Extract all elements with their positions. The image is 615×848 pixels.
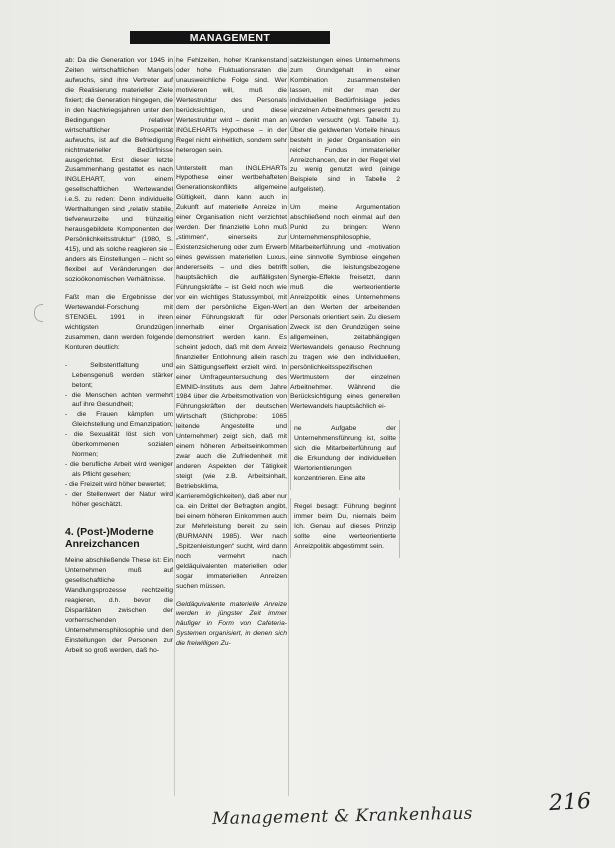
list-item: - die Sexualität löst sich von überkommenen sozialen Normen;: [65, 430, 173, 460]
value-change-list: [65, 361, 173, 510]
paragraph: Um meine Argumentation abschließend noch einmal auf den Punkt zu bringen: Wenn Unternehmensphilosophie, Mitarbeiterführung und -motivation eine sinnvolle Symbiose eingehen sollen, die leistungsbezogene Synergie-Effekte freisetzt, dann muß die werteorientierte Anreizpolitik eines Unternehmens an den Werten der arbeitenden Personals orientiert sein. Zu diesem Zweck ist den Grundzügen seine allgemeinen, zeitabhängigen Wertewandels genauso Rechnung zu tragen wie den individuellen, persönlichkeitsspezifischen Wertmustern der einzelnen Arbeitnehmer. Während die Berücksichtigung eines generellen Wertewandels hauptsächlich ei-: [290, 204, 400, 411]
section-header: MANAGEMENT: [130, 31, 330, 44]
text-column-3: [290, 56, 400, 696]
handwritten-caption: Management & Krankenhaus: [211, 803, 473, 830]
boxed-paragraph: Regel besagt: Führung beginnt immer beim Du, niemals beim Ich. Genau auf dieses Prinzip sollte eine werteorientierte Anreizpolitik abgestimmt sein.: [290, 498, 400, 558]
section-heading: 4. (Post-)Moderne Anreizchancen: [65, 525, 154, 550]
list-item: - die Frauen kämpfen um Gleichstellung und Emanzipation;: [65, 410, 173, 430]
paragraph: Geldäquivalente materielle Anreize werden in jüngster Zeit immer häufiger in Form von Cafeteria-Systemen organisiert, in denen sich die freiwilligen Zu-: [176, 600, 287, 648]
paragraph: ab: Da die Generation vor 1945 in Zeiten wirtschaftlichen Mangels aufwuchs, sind ihre Vertreter auf die Realisierung materieller Ziele fixiert; die Generation hingegen, die in den Nachkriegsjahren unter den Bedingungen relativer wirtschaftlicher Prosperität aufwuchs, ist auf die Befriedigung nichtmaterieller Bedürfnisse ausgerichtet. Erst dieser letzte Zusammenhang gestattet es nach INGLEHART, von einem gesellschaftlichen Wertewandel i.e.S. zu reden: Denn individuelle Werthaltungen sind „relativ stabile, tiefverwurzelte und frühzeitig herausgebildete Komponenten der Persönlichkeitsstruktur“ (1980, S. 415), und als solche reagieren sie – anders als Einstellungen – nicht so flexibel auf Veränderungen der sozioökonomischen Verhältnisse.: [65, 57, 173, 283]
list-item: - die berufliche Arbeit wird weniger als Pflicht gesehen;: [65, 460, 173, 480]
list-item: - die Freizeit wird höher bewertet;: [65, 480, 173, 490]
paragraph: satzleistungen eines Unternehmens zum Grundgehalt in einer Kombination zusammenstellen lassen, mit der man der individuellen Bedürfnislage jedes einzelnen Arbeitnehmers gerecht zu werden versucht (vgl. Tabelle 1). Über die geldwerten Vorteile hinaus besteht in jeder Organisation ein reicher Fundus immaterieller Anreizchancen, der in der Regel viel zu wenig genutzt wird (einige Beispiele sind in Tabelle 2 aufgelistet).: [290, 57, 400, 194]
column-divider: [174, 56, 175, 796]
handwritten-page-number: 216: [548, 788, 592, 817]
paragraph: Faßt man die Ergebnisse der Wertewandel-Forschung mit STENGEL 1991 in ihren wichtigsten Grundzügen zusammen, dann werden folgende Konturen deutlich:: [65, 293, 173, 351]
list-item: - Selbstentfaltung und Lebensgenuß werden stärker betont;: [65, 361, 173, 391]
paragraph: Unterstellt man INGLEHARTs Hypothese einer wertbehafteten Generationskonflikts allgemeine Gültigkeit, dann kann auch in Zukunft auf materielle Anreize in einer Organisation nicht verzichtet werden. Der finanzielle Lohn muß „stimmen“, einerseits zur Existenzsicherung oder zum Erwerb eines gewissen materiellen Luxus, andererseits – und dies betrifft hauptsächlich die auffälligsten Führungskräfte – ist Geld noch wie vor ein wichtiges Statussymbol, mit dem der persönliche Eigen-Wert einer Führungskraft für oder innerhalb einer Organisation demonstriert werden kann. Es scheint jedoch, daß mit dem Anreiz finanzieller Entlohnung allein rasch ein Sättigungseffekt erzielt wird. In einer Umfrageuntersuchung des EMNID-Instituts aus dem Jahre 1984 über die Arbeitsmotivation von Führungskräften der deutschen Wirtschaft (Stichprobe: 1065 leitende Angestellte und Unternehmer) zeigt sich, daß mit einem höheren Arbeitseinkommen zwar auch die Zufriedenheit mit anderen Aspekten der Tätigkeit steigt (wie z.B. Arbeitsinhalt, Betriebsklima, Karrieremöglichkeiten), daß aber nur ca. ein Drittel der Befragten angibt, bei einem höheren Einkommen auch zur Mehrleistung bereit zu sein (BURMANN 1985). Wer nach „Spitzenleistungen“ sucht, wird dann noch vermehrt nach geldäquivalenten materiellen oder sogar immateriellen Anreizen suchen müssen.: [176, 164, 287, 590]
text-column-2: [176, 56, 287, 816]
paragraph: he Fehlzeiten, hoher Krankenstand oder hohe Fluktuationsraten die unausweichliche Folge sind. Wer motivieren will, muß die Wertestruktur des Personals berücksichtigen, und diese Wertestruktur wird – denkt man an INGLEHARTs Hypothese – in der Regel nicht einheitlich, sondern sehr heterogen sein.: [176, 57, 287, 154]
column-divider: [288, 56, 289, 796]
boxed-paragraph: ne Aufgabe der Unternehmensführung ist, sollte sich die Mitarbeiterführung auf die Erkundung der individuellen Wertorientierungen konzentrieren. Eine alte: [290, 420, 400, 490]
list-item: - die Menschen achten vermehrt auf ihre Gesundheit;: [65, 391, 173, 411]
paragraph: Meine abschließende These ist: Ein Unternehmen muß auf gesellschaftliche Wandlungsprozesse rechtzeitig reagieren, d.h. bevor die Disparitäten zwischen der vorherrschenden Unternehmensphilosophie und den Einstellungen der Personen zur Arbeit so groß werden, daß ho-: [65, 556, 173, 654]
list-item: - der Stellenwert der Natur wird höher geschätzt.: [65, 490, 173, 510]
punch-hole: [34, 304, 43, 322]
text-column-1: [65, 56, 173, 816]
